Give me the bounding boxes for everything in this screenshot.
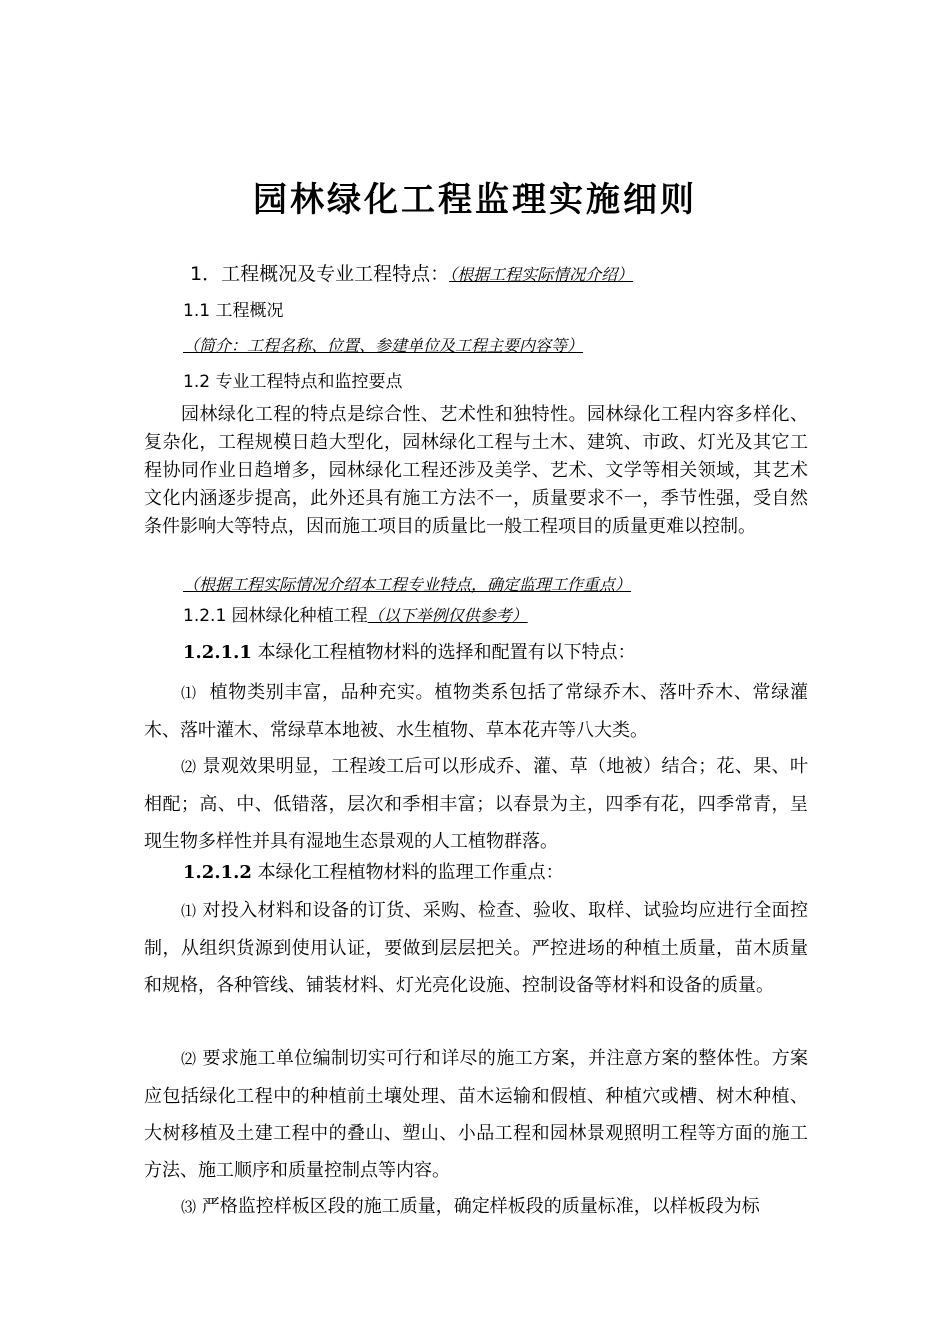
item-marker: ⑵ — [181, 1050, 197, 1068]
list-item — [144, 748, 808, 860]
section-1-2-1-2-number: 1.2.1.2 — [183, 862, 252, 883]
item-marker: ⑶ — [181, 1198, 197, 1216]
item-text: 严格监控样板区段的施工质量，确定样板段的质量标准，以样板段为标 — [201, 1196, 760, 1217]
section-1-2-heading: 1.2 专业工程特点和监控要点 — [183, 372, 403, 392]
section-1-2-1-heading: 1.2.1 园林绿化种植工程 — [183, 606, 368, 626]
section-1-2-1-2-text: 本绿化工程植物材料的监理工作重点： — [257, 862, 564, 883]
section-1-1-heading: 1.1 工程概况 — [183, 301, 284, 321]
item-marker: ⑴ — [181, 684, 197, 702]
item-text: 植物类别丰富，品种充实。植物类系包括了常绿乔木、落叶乔木、常绿灌木、落叶灌木、常绿草本地被、水生植物、草本花卉等八大类。 — [144, 682, 808, 741]
item-text: 对投入材料和设备的订货、采购、检查、验收、取样、试验均应进行全面控制，从组织货源到使用认证，要做到层层把关。严控进场的种植土质量，苗木质量和规格，各种管线、铺装材料、灯光亮化设施、控制设备等材料和设备的质量。 — [144, 900, 808, 996]
section-1-heading: 1．工程概况及专业工程特点： — [190, 263, 450, 285]
section-1-2-1-1-number: 1.2.1.1 — [183, 642, 252, 663]
list-item — [144, 1040, 808, 1189]
item-marker: ⑴ — [181, 902, 197, 920]
section-1-1-note: （简介：工程名称、位置、参建单位及工程主要内容等） — [183, 336, 584, 355]
section-1-1-note-line — [183, 334, 583, 358]
section-1-note: （根据工程实际情况介绍） — [449, 265, 634, 284]
section-1-2-note: （根据工程实际情况介绍本工程专业特点，确定监理工作重点） — [183, 575, 632, 594]
section-1-2-1-heading-line — [183, 604, 528, 628]
list-item — [144, 1188, 808, 1226]
item-marker: ⑵ — [181, 758, 197, 776]
item-text: 景观效果明显，工程竣工后可以形成乔、灌、草（地被）结合；花、果、叶相配；高、中、低错落，层次和季相丰富；以春景为主，四季有花，四季常青，呈现生物多样性并具有湿地生态景观的人工植物群落。 — [144, 756, 808, 852]
section-1-2-1-note: （以下举例仅供参考） — [367, 606, 528, 625]
section-1-2-note-line — [183, 573, 631, 597]
section-1-2-1-1-text: 本绿化工程植物材料的选择和配置有以下特点： — [257, 642, 636, 663]
section-1-2-1-2-line — [183, 861, 564, 885]
item-text: 要求施工单位编制切实可行和详尽的施工方案，并注意方案的整体性。方案应包括绿化工程中的种植前土壤处理、苗木运输和假植、种植穴或槽、树木种植、大树移植及土建工程中的叠山、塑山、小品工程和园林景观照明工程等方面的施工方法、施工顺序和质量控制点等内容。 — [144, 1048, 808, 1181]
list-item — [144, 892, 808, 1004]
section-1-2-paragraph: 园林绿化工程的特点是综合性、艺术性和独特性。园林绿化工程内容多样化、复杂化，工程规模日趋大型化，园林绿化工程与土木、建筑、市政、灯光及其它工程协同作业日趋增多，园林绿化工程还涉及美学、艺术、文学等相关领域，其艺术文化内涵逐步提高，此外还具有施工方法不一，质量要求不一，季节性强，受自然条件影响大等特点，因而施工项目的质量比一般工程项目的质量更难以控制。 — [144, 404, 808, 537]
section-1-heading-line — [190, 262, 633, 287]
document-title: 园林绿化工程监理实施细则 — [253, 180, 697, 220]
section-1-2-1-1-line — [183, 641, 636, 665]
list-item — [144, 674, 808, 749]
